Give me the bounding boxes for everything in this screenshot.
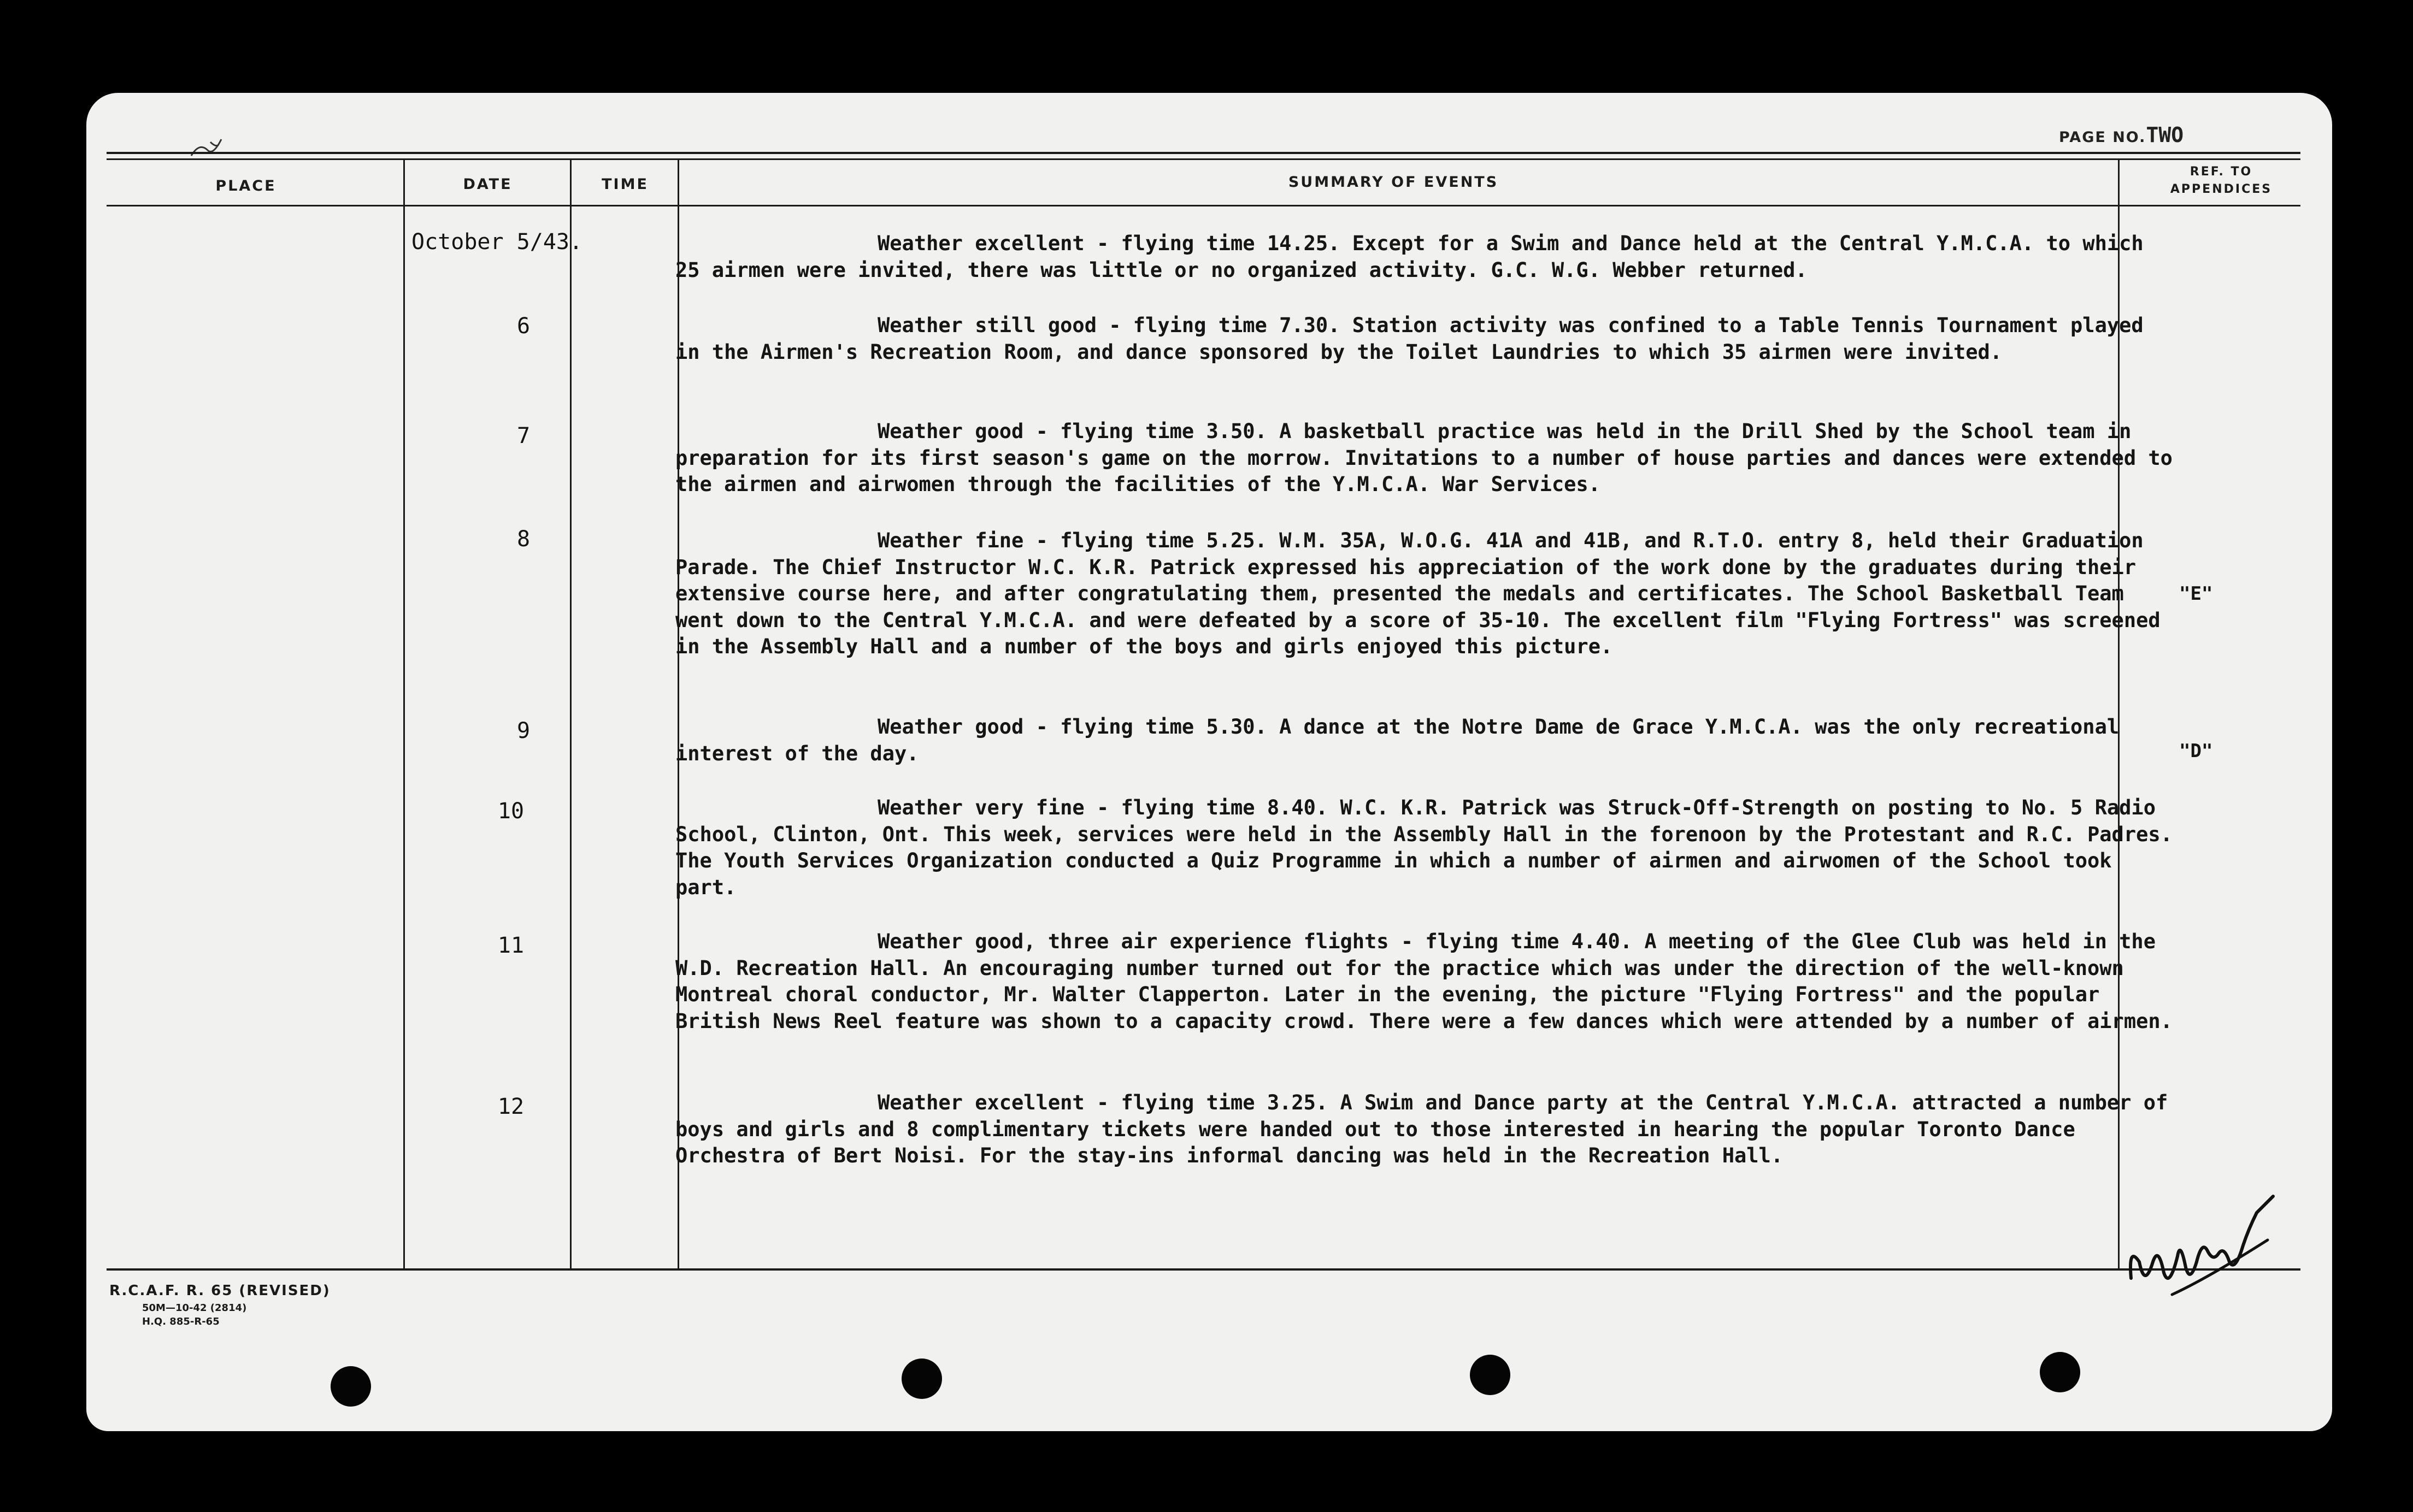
form-hq-code: H.Q. 885-R-65: [142, 1316, 220, 1327]
event-summary: Weather excellent - flying time 3.25. A Swim and Dance party at the Central Y.M.C.A. attracted a number of boys and girls and 8 complimentary tickets were handed out to those interested in hearing the popular Toronto Dance Orchestra of Bert Noisi. For the stay-ins informal dancing was held in the Recreation Hall.: [675, 1091, 2168, 1167]
binder-hole: [2040, 1352, 2080, 1392]
event-summary: Weather excellent - flying time 14.25. Except for a Swim and Dance held at the Central Y.M.C.A. to which 25 airmen were invited, there was little or no organized activity. G.C. W.G. Webber returned.: [675, 232, 2144, 282]
date-column-header: DATE: [463, 176, 513, 193]
binder-hole: [1470, 1355, 1510, 1395]
entry-date: 7: [516, 423, 531, 448]
ref-column-header-line2: APPENDICES: [2170, 182, 2273, 196]
place-column-header: PLACE: [215, 178, 276, 194]
header-top-rule: [107, 152, 2300, 154]
entry-date: 6: [516, 314, 531, 339]
page-number-label: PAGE NO.: [2059, 129, 2146, 146]
event-summary: Weather still good - flying time 7.30. Station activity was confined to a Table Tennis Tournament played in the Airmen's Recreation Room, and dance sponsored by the Toilet Laundries to which 35 airmen were invited.: [675, 314, 2144, 364]
place-date-divider: [403, 160, 405, 1268]
entry-date: 11: [497, 933, 525, 958]
binder-hole: [902, 1359, 942, 1399]
page-number-value: TWO: [2146, 123, 2184, 147]
appendix-reference: "D": [2179, 740, 2213, 762]
entry-date: 8: [516, 527, 531, 552]
summary-column-header: SUMMARY OF EVENTS: [1288, 174, 1499, 191]
handwritten-signature: [2120, 1180, 2284, 1306]
appendix-reference: "E": [2179, 583, 2213, 605]
time-column-header: TIME: [602, 176, 649, 193]
event-summary: Weather good, three air experience flights - flying time 4.40. A meeting of the Glee Club was held in the W.D. Recreation Hall. An encouraging number turned out for the practice which was under the direction of the well-known Montreal choral conductor, Mr. Walter Clapperton. Later in the evening, the picture "Flying Fortress" and the popular British News Reel feature was shown to a capacity crowd. There were a few dances which were attended by a number of airmen.: [675, 930, 2173, 1033]
entry-date: 10: [497, 799, 525, 824]
entry-date: 12: [497, 1094, 525, 1119]
event-summary: Weather very fine - flying time 8.40. W.C. K.R. Patrick was Struck-Off-Strength on posting to No. 5 Radio School, Clinton, Ont. This week, services were held in the Assembly Hall in the forenoon by the Protestant and R.C. Padres. The Youth Services Organization conducted a Quiz Programme in which a number of airmen and airwomen of the School took part.: [675, 796, 2173, 899]
binder-hole: [331, 1366, 371, 1407]
ref-column-header-line1: REF. TO: [2190, 165, 2253, 179]
entry-date: October 5/43.: [411, 229, 583, 255]
entry-date: 9: [516, 718, 531, 743]
event-summary: Weather fine - flying time 5.25. W.M. 35A, W.O.G. 41A and 41B, and R.T.O. entry 8, held their Graduation Parade. The Chief Instructor W.C. K.R. Patrick expressed his appreciation of the work done by the graduates during their extensive course here, and after congratulating them, presented the medals and certificates. The School Basketball Team went down to the Central Y.M.C.A. and were defeated by a score of 35-10. The excellent film "Flying Fortress" was screened in the Assembly Hall and a number of the boys and girls enjoyed this picture.: [675, 529, 2161, 658]
form-number: R.C.A.F. R. 65 (REVISED): [109, 1283, 331, 1299]
page-number: [2059, 123, 2184, 147]
body-bottom-rule: [107, 1268, 2300, 1271]
header-bottom-rule: [107, 158, 2300, 160]
event-summary: Weather good - flying time 3.50. A basketball practice was held in the Drill Shed by the School team in preparation for its first season's game on the morrow. Invitations to a number of house parties and dances were extended to the airmen and airwomen through the facilities of the Y.M.C.A. War Services.: [675, 420, 2173, 496]
form-reference: [109, 1283, 331, 1327]
form-print-code: 50M—10-42 (2814): [142, 1302, 247, 1314]
column-header-rule: [107, 205, 2300, 206]
event-summary: Weather good - flying time 5.30. A dance at the Notre Dame de Grace Y.M.C.A. was the only recreational interest of the day.: [675, 715, 2120, 765]
